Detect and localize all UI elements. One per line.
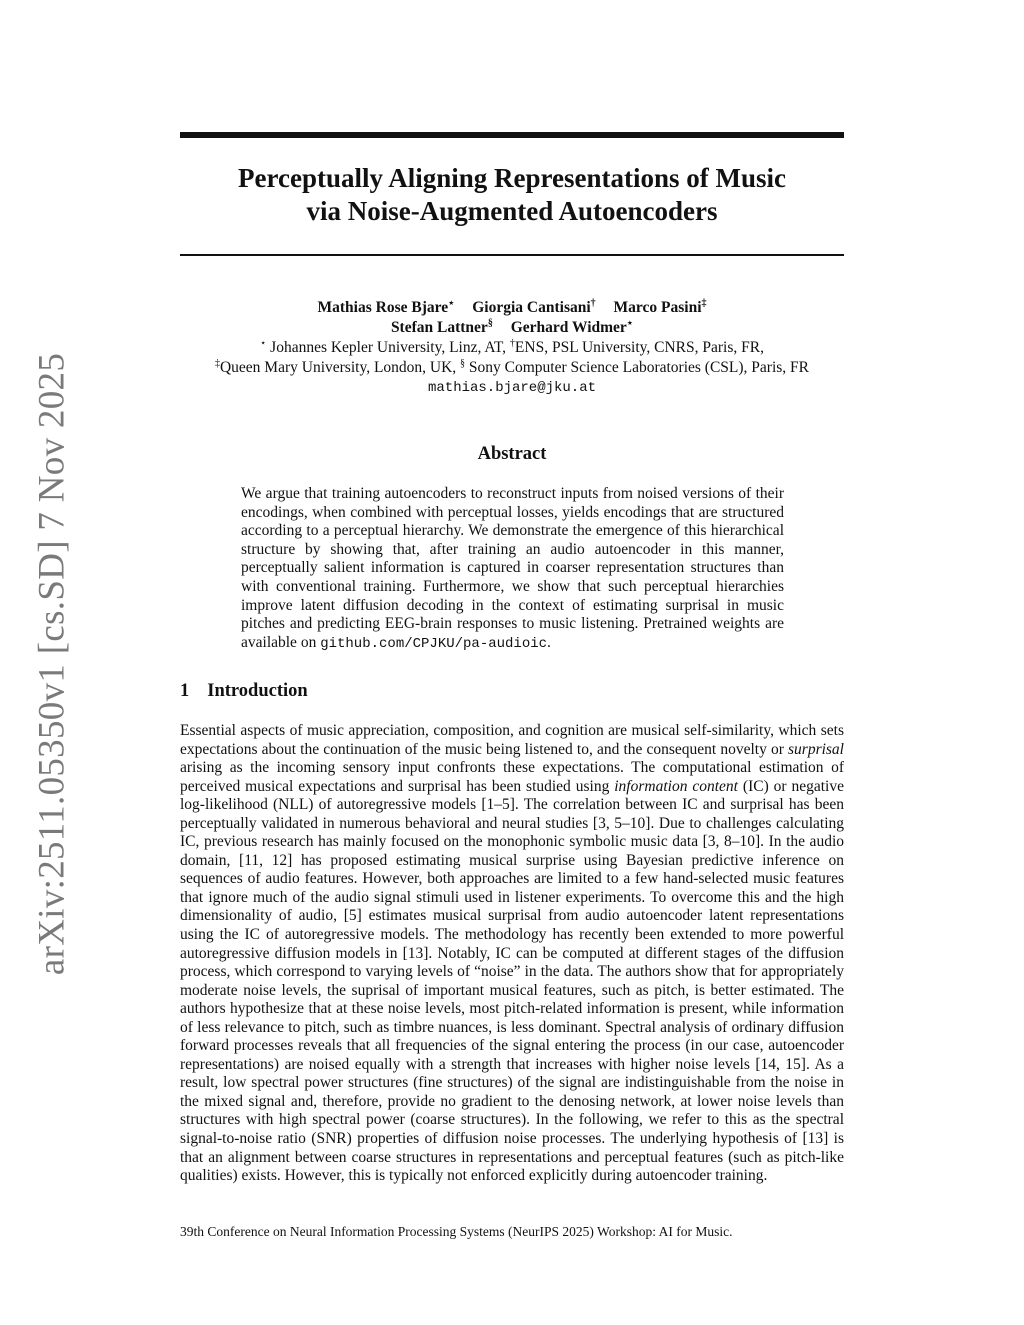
arxiv-identifier-stamp[interactable]: arXiv:2511.05350v1 [cs.SD] 7 Nov 2025 (31, 352, 73, 976)
author-name: Giorgia Cantisani† (472, 297, 596, 316)
contact-email[interactable]: mathias.bjare@jku.at (427, 380, 597, 396)
paper-title (180, 162, 844, 228)
introduction-paragraph: Essential aspects of music appreciation, composition, and cognition are musical self-similarity, which sets expectations about the continuation of the music being listened to, and the consequent novelty or surprisal arising as the incoming sensory input confronts these expectations. The computational estimation of perceived musical expectations and surprisal has been studied using information content (IC) or negative log-likelihood (NLL) of autoregressive models [1–5]. The correlation between IC and surprisal has been perceptually validated in numerous behavioral and neural studies [3, 5–10]. Due to challenges calculating IC, previous research has mainly focused on the monophonic symbolic music data [3, 8–10]. In the audio domain, [11, 12] has proposed estimating musical surprise using Bayesian predictive inference on sequences of audio features. However, both approaches are limited to a few hand-selected music features that ignore much of the audio signal stimuli used in listener experiments. To overcome this and the high dimensionality of audio, [5] estimates musical surprisal from audio autoencoder latent representations using the IC of autoregressive models. The methodology has recently been extended to more powerful autoregressive diffusion models in [13]. Notably, IC can be computed at different stages of the diffusion process, which correspond to varying levels of “noise” in the data. The authors show that for appropriately moderate noise levels, the suprisal of important musical features, such as pitch, is better estimated. The authors hypothesize that at these noise levels, most pitch-related information is present, while information of less relevance to pitch, such as timbre nuances, is less dominant. Spectral analysis of ordinary diffusion forward processes reveals that all frequencies of the signal entering the process (in our case, autoencoder representations) are noised equally with a strength that increases with higher noise levels [14, 15]. As a result, low spectral power structures (fine structures) of the signal are indistinguishable from the noise in the mixed signal and, therefore, provide no gradient to the denosing network, at lower noise levels than structures with high spectral power (coarse structures). In the following, we refer to this as the spectral signal-to-noise ratio (SNR) properties of diffusion noise processes. The underlying hypothesis of [13] is that an alignment between coarse structures in representations and perceptual features (such as pitch-like qualities) exists. However, this is typically not enforced explicitly during autoencoder training. (180, 722, 844, 1185)
abstract-heading: Abstract (477, 444, 547, 464)
author-row-1 (180, 298, 844, 318)
author-name: Gerhard Widmer⋆ (510, 317, 634, 336)
author-name: Mathias Rose Bjare⋆ (317, 297, 455, 316)
section-title: Introduction (207, 681, 308, 701)
author-row-2 (180, 318, 844, 338)
author-name: Stefan Lattner§ (390, 317, 493, 336)
affiliation-line-1: ⋆ Johannes Kepler University, Linz, AT, †ENS, PSL University, CNRS, Paris, FR, (260, 337, 764, 356)
section-number: 1 (180, 681, 190, 701)
conference-footnote: 39th Conference on Neural Information Processing Systems (NeurIPS 2025) Workshop: AI for Music. (180, 1224, 733, 1239)
section-heading-introduction (180, 681, 308, 702)
author-block (180, 298, 844, 398)
title-line-1: Perceptually Aligning Representations of Music (238, 163, 786, 193)
title-line-2: via Noise-Augmented Autoencoders (306, 196, 718, 226)
abstract-text: We argue that training autoencoders to reconstruct inputs from noised versions of their encodings, when combined with perceptual losses, yields encodings that are structured according to a perceptual hierarchy. We demonstrate the emergence of this hierarchical structure by showing that, after training an audio autoencoder in this manner, perceptually salient information is captured in coarser representation structures than with conventional training. Furthermore, we show that such perceptual hierarchies improve latent diffusion decoding in the context of estimating surprisal in music pitches and predicting EEG-brain responses to music listening. Pretrained weights are available on github.com/CPJKU/pa-audioic. (241, 485, 784, 652)
github-link[interactable]: github.com/CPJKU/pa-audioic (320, 635, 548, 652)
title-top-rule (180, 132, 844, 138)
title-bottom-rule (180, 254, 844, 256)
affiliation-line-2: ‡Queen Mary University, London, UK, § Sony Computer Science Laboratories (CSL), Paris, FR (214, 357, 810, 376)
author-name: Marco Pasini‡ (613, 297, 707, 316)
